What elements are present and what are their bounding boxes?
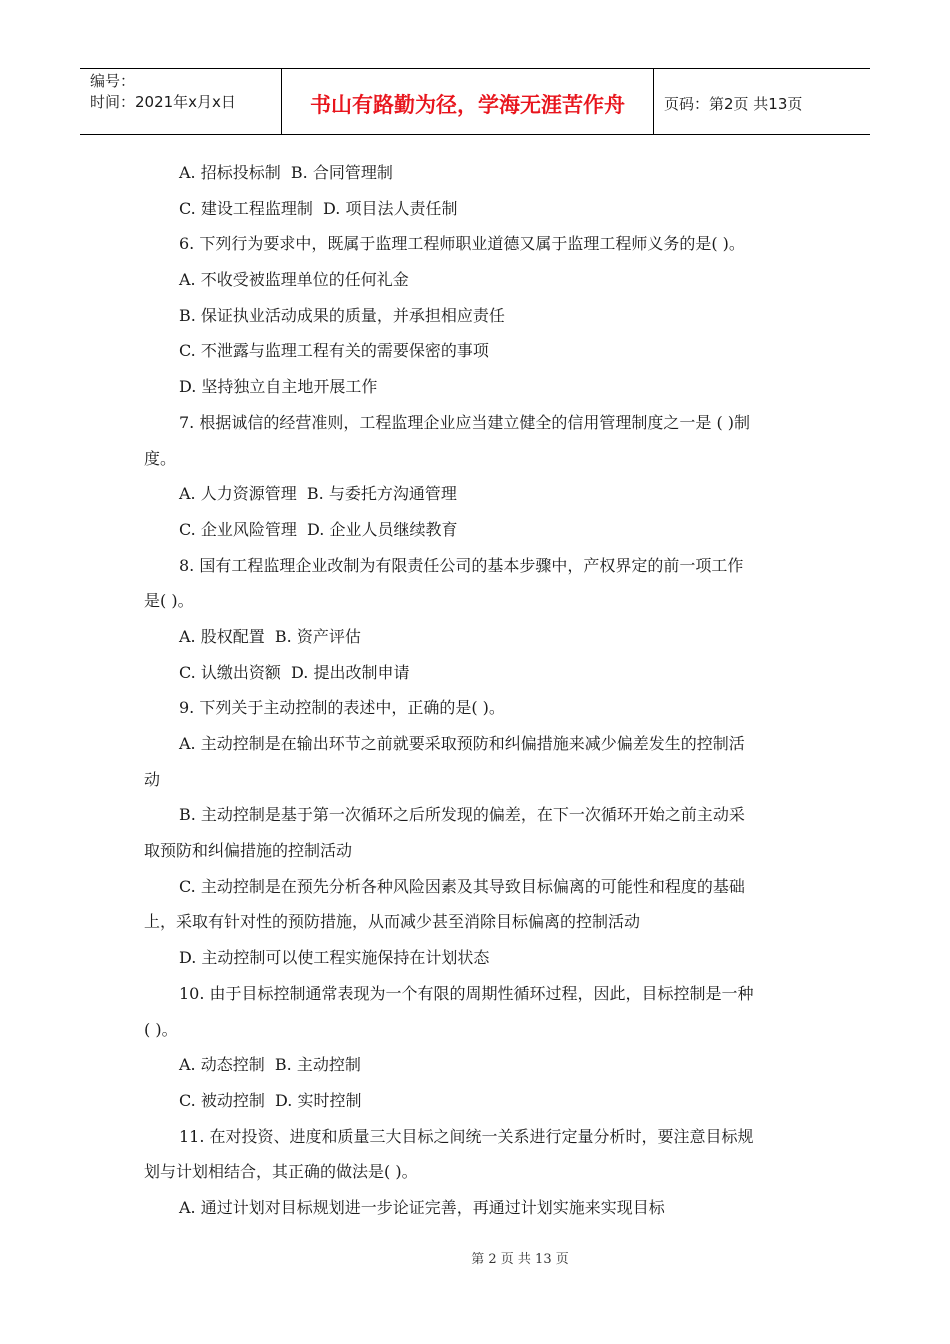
text-line: A. 动态控制 B. 主动控制 <box>179 1055 361 1075</box>
text-line: A. 人力资源管理 B. 与委托方沟通管理 <box>179 484 457 504</box>
text-line: A. 股权配置 B. 资产评估 <box>179 626 361 646</box>
text-line: 11. 在对投资、进度和质量三大目标之间统一关系进行定量分析时，要注意目标规 <box>179 1126 754 1146</box>
text-line: B. 主动控制是基于第一次循环之后所发现的偏差，在下一次循环开始之前主动采 <box>179 805 745 825</box>
text-line: 9. 下列关于主动控制的表述中，正确的是( )。 <box>179 698 505 718</box>
text-line: 度。 <box>144 448 177 468</box>
page-footer: 第 2 页 共 13 页 <box>471 1252 569 1267</box>
page-header <box>80 68 870 135</box>
text-line: 7. 根据诚信的经营准则，工程监理企业应当建立健全的信用管理制度之一是 ( )制 <box>179 412 751 432</box>
header-page-info: 页码：第2页 共13页 <box>664 95 803 113</box>
text-line: 动 <box>144 769 161 789</box>
text-line: 8. 国有工程监理企业改制为有限责任公司的基本步骤中，产权界定的前一项工作 <box>179 555 744 575</box>
text-line: ( )。 <box>144 1019 178 1039</box>
text-line: A. 不收受被监理单位的任何礼金 <box>179 270 409 290</box>
text-line: C. 被动控制 D. 实时控制 <box>179 1090 362 1110</box>
text-line: C. 主动控制是在预先分析各种风险因素及其导致目标偏离的可能性和程度的基础 <box>179 876 745 896</box>
text-line: D. 坚持独立自主地开展工作 <box>179 377 378 397</box>
text-line: A. 通过计划对目标规划进一步论证完善，再通过计划实施来实现目标 <box>179 1197 665 1217</box>
header-motto: 书山有路勤为径，学海无涯苦作舟 <box>282 69 654 134</box>
time-label: 时间：2021年x月x日 <box>90 93 236 111</box>
text-line: C. 建设工程监理制 D. 项目法人责任制 <box>179 198 458 218</box>
text-line: B. 保证执业活动成果的质量，并承担相应责任 <box>179 305 505 325</box>
text-line: D. 主动控制可以使工程实施保持在计划状态 <box>179 948 490 968</box>
text-line: 是( )。 <box>144 591 194 611</box>
serial-label: 编号： <box>90 72 136 90</box>
text-line: A. 主动控制是在输出环节之前就要采取预防和纠偏措施来减少偏差发生的控制活 <box>179 734 745 753</box>
text-line: 上，采取有针对性的预防措施，从而减少甚至消除目标偏离的控制活动 <box>144 912 641 932</box>
text-line: C. 不泄露与监理工程有关的需要保密的事项 <box>179 341 489 361</box>
document-body <box>144 155 808 1226</box>
text-line: 6. 下列行为要求中，既属于监理工程师职业道德又属于监理工程师义务的是( )。 <box>179 234 745 254</box>
text-line: 取预防和纠偏措施的控制活动 <box>144 841 353 861</box>
text-line: A. 招标投标制 B. 合同管理制 <box>179 163 393 182</box>
text-line: C. 企业风险管理 D. 企业人员继续教育 <box>179 519 458 539</box>
header-meta <box>80 69 282 134</box>
text-line: 划与计划相结合，其正确的做法是( )。 <box>144 1162 418 1182</box>
text-line: C. 认缴出资额 D. 提出改制申请 <box>179 662 410 682</box>
text-line: 10. 由于目标控制通常表现为一个有限的周期性循环过程，因此，目标控制是一种 <box>179 983 754 1003</box>
